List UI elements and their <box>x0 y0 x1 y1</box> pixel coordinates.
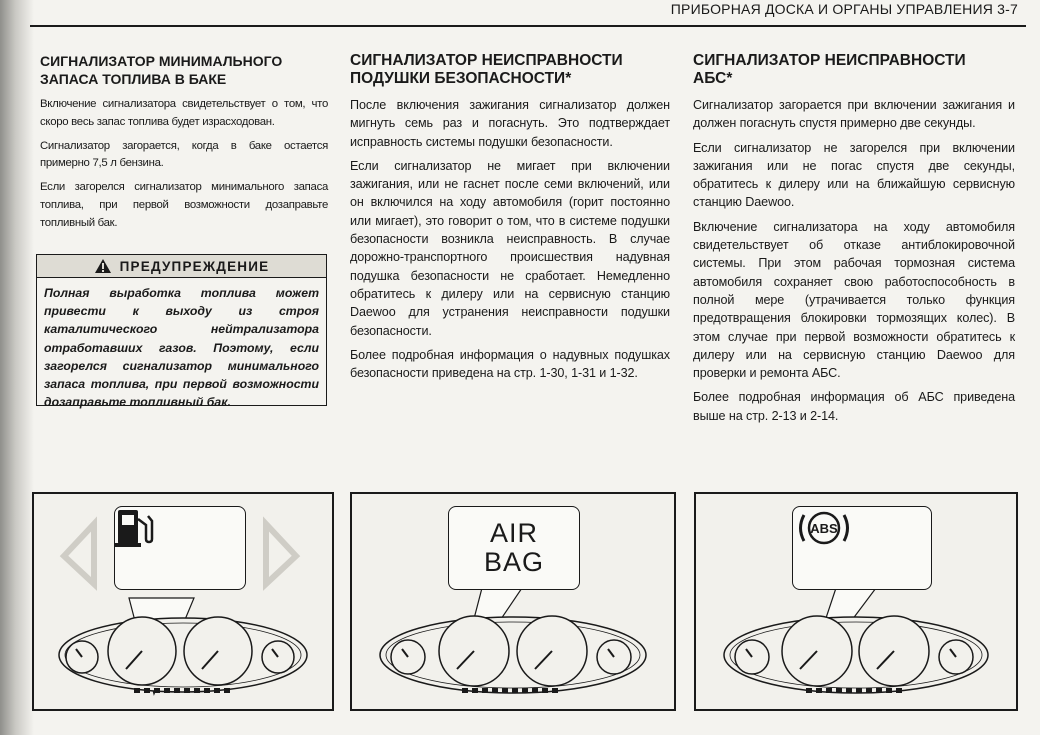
abs-figure <box>694 492 1018 711</box>
airbag-label-line1: AIR <box>489 518 538 548</box>
fuel-paragraph: Включение сигнализатора свидетельствует о том, что скоро весь запас топлива будет израсходован. <box>40 98 328 128</box>
airbag-paragraph: Более подробная информация о надувных подушках безопасности приведена на стр. 1-30, 1-31 и 1-32. <box>350 347 670 381</box>
airbag-callout <box>448 506 580 590</box>
airbag-section-title <box>350 52 670 88</box>
airbag-text-icon <box>484 519 544 577</box>
warning-title: ПРЕДУПРЕЖДЕНИЕ <box>119 258 270 274</box>
airbag-paragraph: Если сигнализатор не мигает при включении зажигания, или не гаснет после семи включений, или он включился на ходу автомобиля (горит постоянно или мигает), это говорит о том, что в системе подушки безопасности возникла неисправность. В случае дорожно-транспортного происшествия надувная подушка безопасности не сработает. Немедленно обратитесь к дилеру или на сервисную станцию Daewoo для устранения неисправности подушки безопасности. <box>350 158 670 338</box>
airbag-label-line2: BAG <box>483 547 545 577</box>
airbag-title-line2: ПОДУШКИ БЕЗОПАСНОСТИ* <box>350 70 572 87</box>
fuel-title-line2: ЗАПАСА ТОПЛИВА В БАКЕ <box>40 71 227 87</box>
airbag-title-line1: СИГНАЛИЗАТОР НЕИСПРАВНОСТИ <box>350 52 623 69</box>
fuel-section-title <box>40 52 328 88</box>
airbag-figure <box>350 492 676 711</box>
fuel-title-line1: СИГНАЛИЗАТОР МИНИМАЛЬНОГО <box>40 53 283 69</box>
abs-title-line2: АБС* <box>693 70 733 87</box>
abs-paragraph: Если сигнализатор не загорелся при включении зажигания или не погас спустя две секунды, обратитесь к дилеру или на ближайшую сервисную станцию Daewoo. <box>693 140 1015 210</box>
header-text: ПРИБОРНАЯ ДОСКА И ОРГАНЫ УПРАВЛЕНИЯ 3-7 <box>670 1 1018 17</box>
fuel-section <box>40 52 328 239</box>
page-binding-shadow <box>0 0 34 735</box>
airbag-paragraph: После включения зажигания сигнализатор должен мигнуть семь раз и погаснуть. Это подтверждает исправность системы подушки безопасности. <box>350 98 670 149</box>
fuel-figure <box>32 492 334 711</box>
fuel-paragraph: Если загорелся сигнализатор минимального запаса топлива, при первой возможности дозаправьте топливный бак. <box>40 181 328 229</box>
abs-paragraph: Включение сигнализатора на ходу автомобиля свидетельствует об отказе антиблокировочной системы. При этом рабочая тормозная система автомобиля сохраняет свою работоспособность в полной мере (утрачивается только функция предотвращения блокировки тормозящих колес). В этом случае при первой возможности обратитесь к дилеру или на сервисную станцию Daewoo для проверки и ремонта АБС. <box>693 219 1015 381</box>
abs-section <box>693 52 1015 431</box>
fuel-pump-icon <box>115 507 155 549</box>
abs-title-line1: СИГНАЛИЗАТОР НЕИСПРАВНОСТИ <box>693 52 966 69</box>
abs-section-title <box>693 52 1015 88</box>
fuel-callout <box>114 506 246 590</box>
airbag-section <box>350 52 670 388</box>
fuel-paragraph: Сигнализатор загорается, когда в баке остается примерно 7,5 л бензина. <box>40 139 328 170</box>
abs-paragraph: Более подробная информация об АБС приведена выше на стр. 2-13 и 2-14. <box>693 390 1015 423</box>
warning-triangle-icon <box>94 258 112 274</box>
warning-header <box>37 255 326 278</box>
abs-label: ABS <box>810 521 838 536</box>
warning-text: Полная выработка топлива может привести к выходу из строя каталитического нейтрализатора отработавших газов. Поэтому, если загорелся сигнализатор минимального запаса топлива, при первой возможности дозаправьте топливный бак. <box>44 286 319 410</box>
abs-paragraph: Сигнализатор загорается при включении зажигания и должен погаснуть спустя примерно две секунды. <box>693 98 1015 131</box>
abs-warning-icon <box>793 507 855 549</box>
page-header <box>30 0 1026 27</box>
abs-callout <box>792 506 932 590</box>
warning-box <box>36 254 327 410</box>
